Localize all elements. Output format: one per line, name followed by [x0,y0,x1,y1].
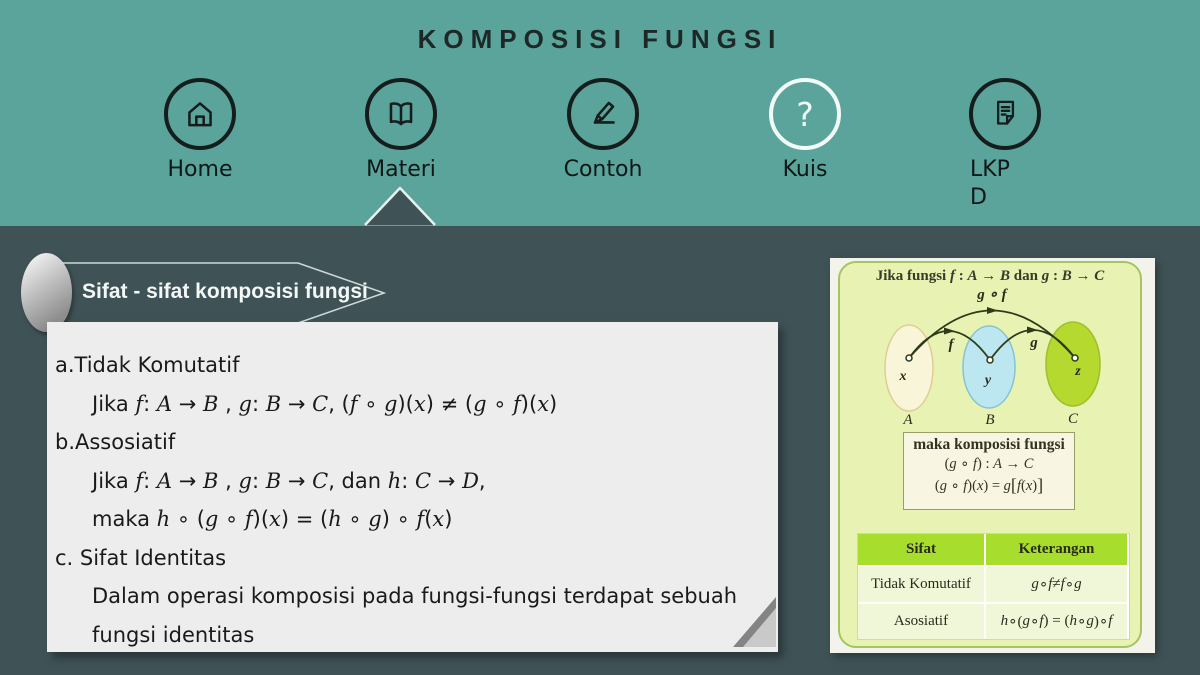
set-c-ellipse [1046,322,1100,406]
set-b-label: B [985,412,995,428]
note-line: a.Tidak Komutatif [55,353,240,377]
point-z-dot [1072,355,1078,361]
page-title: KOMPOSISI FUNGSI [417,24,783,54]
document-icon [969,78,1041,150]
header [0,0,1200,226]
point-z-label: z [1075,364,1081,379]
table-header-sifat: Sifat [858,534,986,565]
note-line: c. Sifat Identitas [55,545,227,570]
notes-content [47,346,778,654]
nav-label-contoh: Contoh [563,157,643,182]
page-curl-decoration [729,595,777,651]
home-icon [164,78,236,150]
note-line: Jika f: A → B , g: B → C, dan h: C → D, [92,468,486,493]
slide-body [0,226,1200,675]
properties-table [857,533,1130,640]
figure-panel [830,258,1155,653]
komposisi-heading: maka komposisi fungsi [913,436,1065,453]
figure-title: Jika fungsi f : A → B dan g : B → C [875,268,1105,284]
point-y-dot [987,357,993,363]
f-arc-label: f [948,337,954,353]
note-line: b.Assosiatif [55,430,176,454]
table-cell-keterangan: h ∘( g ∘ f ) = ( h ∘ g )∘ f [986,604,1127,639]
note-line: fungsi identitas [92,622,255,647]
question-mark-icon: ? [769,78,841,150]
nav-item-kuis[interactable] [745,78,865,184]
table-cell-sifat: Tidak Komutatif [858,567,986,602]
nav-label-lkpd: LKP D [970,157,1010,210]
open-book-icon [365,78,437,150]
active-tab-pointer-icon [363,186,437,226]
komposisi-box [903,432,1075,510]
note-line: Dalam operasi komposisi pada fungsi-fungsi terdapat sebuah [92,584,738,608]
note-line: Jika f: A → B , g: B → C, (f ∘ g)(x) ≠ (g ∘ f)(x) [92,391,558,416]
table-header-keterangan: Keterangan [986,534,1127,565]
table-row [858,602,1129,639]
komposisi-formula-1: (g ∘ f) : A → C [944,456,1034,472]
set-a-ellipse [885,325,933,411]
set-c-label: C [1067,411,1079,427]
arrowhead-icon [1027,327,1038,334]
point-y-label: y [984,373,992,388]
table-row [858,565,1129,602]
nav-item-materi[interactable] [341,78,461,184]
set-a-label: A [903,412,913,428]
nav-label-kuis: Kuis [782,157,828,182]
nav-item-home[interactable] [140,78,260,184]
table-cell-keterangan: g ∘ f ≠ f ∘ g [986,567,1127,602]
table-header-row [858,534,1129,565]
gf-arc-label: g ∘ f [977,287,1007,303]
section-title: Sifat - sifat komposisi fungsi [82,280,368,303]
point-x-dot [906,355,912,361]
notes-box [47,322,778,652]
nav-label-home: Home [167,157,233,182]
g-arc-label: g [1030,335,1038,351]
nav-item-lkpd[interactable] [945,78,1065,211]
nav-label-materi: Materi [366,157,436,182]
arrowhead-icon [987,307,998,314]
komposisi-formula-2: (g ∘ f)(x) = g[f(x)] [934,475,1044,495]
point-x-label: x [899,369,907,384]
arrowhead-icon [944,328,955,335]
pencil-icon [567,78,639,150]
table-cell-sifat: Asosiatif [858,604,986,639]
note-line: maka h ∘ (g ∘ f)(x) = (h ∘ g) ∘ f(x) [92,507,453,531]
nav-item-contoh[interactable] [543,78,663,184]
